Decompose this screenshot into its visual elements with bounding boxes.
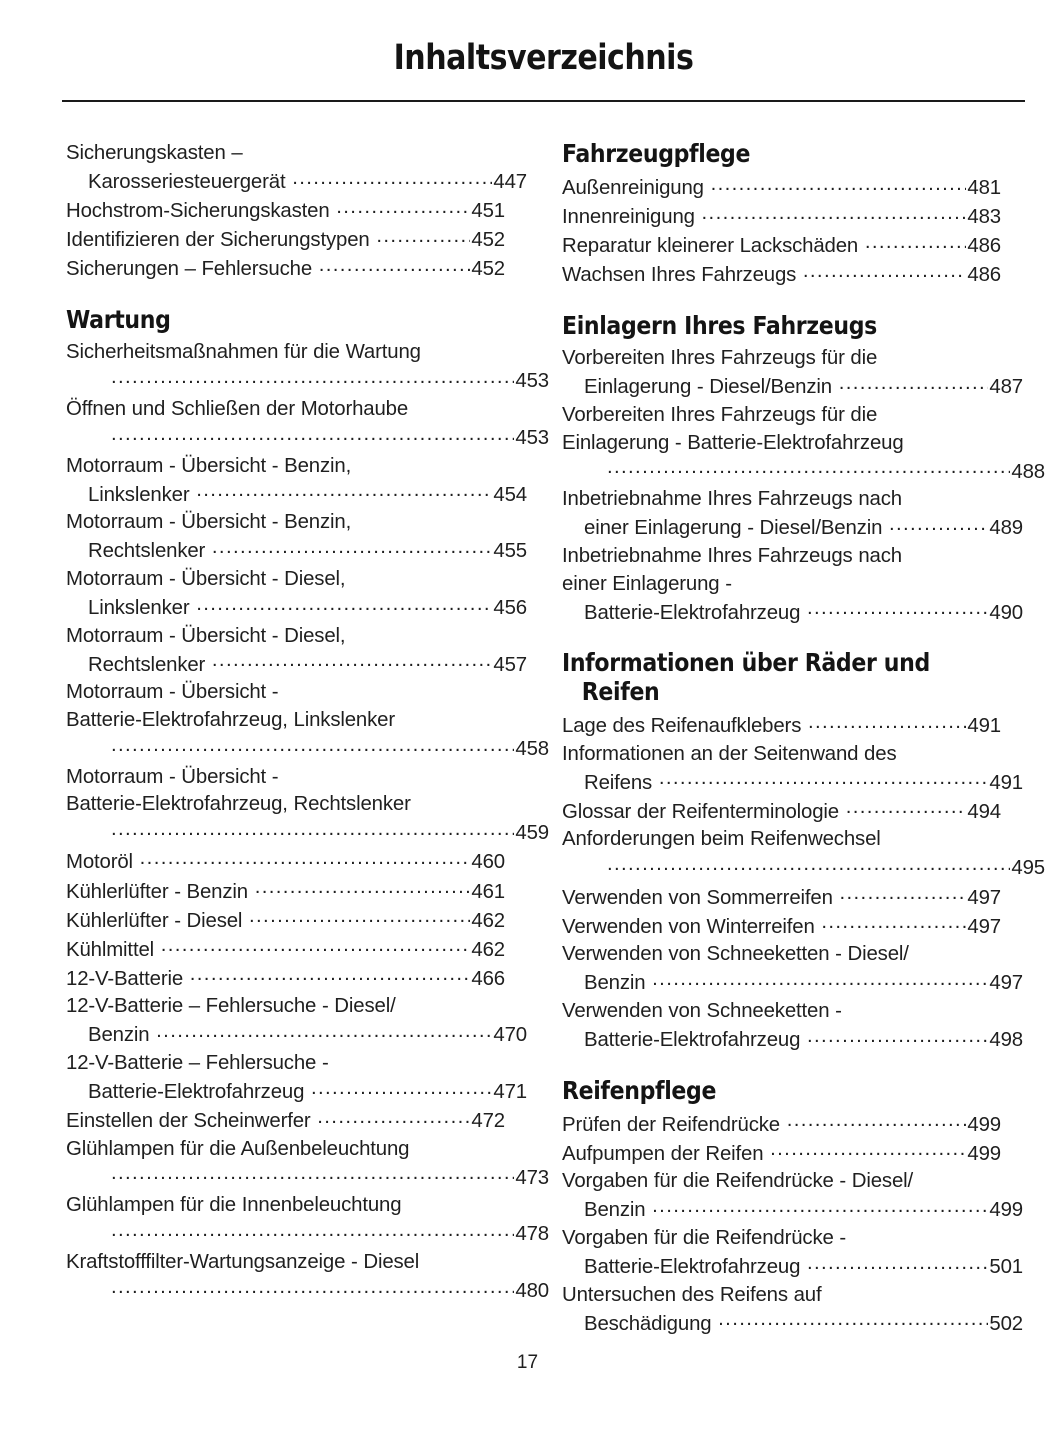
- dot-leader: [711, 174, 967, 194]
- toc-entry-label-line: Vorgaben für die Reifendrücke - Diesel/: [562, 1170, 914, 1193]
- toc-entry[interactable]: [562, 402, 1045, 486]
- dot-leader: [111, 819, 514, 839]
- dot-leader: [889, 514, 988, 534]
- toc-entry-page-number: 447: [493, 171, 527, 194]
- toc-entry[interactable]: [562, 826, 1045, 883]
- dot-leader: [659, 768, 989, 788]
- toc-entry[interactable]: [562, 486, 1023, 543]
- toc-entry-leader-row: [88, 1078, 527, 1107]
- toc-entry[interactable]: [562, 1110, 1023, 1139]
- toc-entry-page-number: 499: [989, 1199, 1023, 1222]
- section-heading: Informationen über Räder und Reifen: [562, 648, 930, 707]
- dot-leader: [846, 797, 967, 817]
- toc-entry[interactable]: [66, 1136, 549, 1193]
- toc-entry-label-line: Sicherheitsmaßnahmen für die Wartung: [66, 341, 421, 364]
- toc-entry-label-line: Batterie-Elektrofahrzeug, Rechtslenker: [66, 793, 411, 816]
- dot-leader: [255, 877, 471, 897]
- toc-entry-leader-row: [66, 197, 505, 226]
- dot-leader: [196, 480, 492, 500]
- toc-entry-label-line: Linkslenker: [88, 597, 196, 620]
- toc-entry-leader-row: [562, 797, 1001, 826]
- toc-entry-label-line: Vorgaben für die Reifendrücke -: [562, 1226, 847, 1249]
- toc-entry-leader-row: [584, 1253, 1023, 1282]
- toc-entry-page-number: 460: [471, 851, 505, 874]
- toc-entry[interactable]: [66, 679, 549, 763]
- toc-entry-label-line: einer Einlagerung -: [562, 572, 732, 595]
- toc-entry-page-number: 453: [515, 370, 549, 393]
- toc-entry-label-line: Wachsen Ihres Fahrzeugs: [562, 264, 802, 287]
- toc-entry-leader-row: [66, 1107, 505, 1136]
- toc-entry-label-line: 12-V-Batterie: [66, 967, 189, 990]
- toc-entry[interactable]: [66, 197, 527, 226]
- section-heading: Fahrzeugpflege: [562, 139, 751, 168]
- toc-entry-leader-row: [88, 480, 527, 509]
- toc-entry[interactable]: [66, 993, 527, 1050]
- section-heading: Wartung: [66, 304, 171, 334]
- dot-leader: [140, 848, 471, 868]
- toc-entry-label-line: Verwenden von Schneeketten -: [562, 999, 842, 1022]
- toc-entry-leader-row: [88, 735, 549, 764]
- toc-entry-leader-row: [584, 1196, 1023, 1225]
- toc-entry-label-line: Motorraum - Übersicht -: [66, 765, 279, 788]
- toc-entry-label-line: Motorraum - Übersicht - Benzin,: [66, 511, 352, 534]
- toc-entry-label-line: Einlagerung - Diesel/Benzin: [584, 376, 838, 399]
- toc-entry-page-number: 454: [493, 483, 527, 506]
- toc-entry-label-line: Außenreinigung: [562, 177, 710, 200]
- toc-entry[interactable]: [66, 964, 527, 993]
- toc-entry[interactable]: [66, 140, 527, 197]
- toc-entry-label-line: Batterie-Elektrofahrzeug, Linkslenker: [66, 709, 395, 732]
- dot-leader: [161, 935, 471, 955]
- toc-entry[interactable]: [66, 1050, 527, 1107]
- toc-entry-label-line: 12-V-Batterie – Fehlersuche -: [66, 1051, 329, 1074]
- toc-entry-label-line: Anforderungen beim Reifenwechsel: [562, 828, 881, 851]
- dot-leader: [840, 883, 967, 903]
- section-heading: Einlagern Ihres Fahrzeugs: [562, 310, 877, 340]
- toc-entry[interactable]: [66, 906, 527, 935]
- toc-entry-page-number: 483: [967, 206, 1001, 229]
- toc-entry[interactable]: [562, 741, 1023, 798]
- toc-entry-page-number: 495: [1011, 857, 1045, 880]
- toc-entry-label-line: Sicherungskasten –: [66, 142, 243, 164]
- toc-entry-label-line: Benzin: [584, 1199, 652, 1222]
- toc-entry-label-line: Linkslenker: [88, 483, 196, 506]
- toc-entry-label-line: Glühlampen für die Außenbeleuchtung: [66, 1137, 410, 1160]
- toc-entry[interactable]: [66, 566, 527, 623]
- toc-entry-page-number: 472: [471, 1109, 505, 1132]
- toc-entry[interactable]: [66, 255, 527, 284]
- toc-entry-leader-row: [562, 912, 1001, 941]
- toc-entry-label-line: Beschädigung: [584, 1312, 718, 1335]
- toc-entry-leader-row: [88, 1277, 549, 1306]
- toc-entry-label-line: Innenreinigung: [562, 206, 701, 229]
- toc-entry-label-line: Aufpumpen der Reifen: [562, 1142, 770, 1165]
- dot-leader: [336, 197, 470, 217]
- toc-entry-page-number: 497: [967, 915, 1001, 938]
- page-title: Inhaltsverzeichnis: [393, 38, 694, 78]
- toc-entry-leader-row: [88, 650, 527, 679]
- toc-entry[interactable]: [562, 261, 1023, 290]
- toc-entry[interactable]: [562, 1282, 1023, 1339]
- toc-entry-page-number: 456: [493, 597, 527, 620]
- dot-leader: [111, 367, 514, 387]
- toc-entry-leader-row: [66, 226, 505, 255]
- toc-entry[interactable]: [66, 623, 527, 680]
- toc-entry-page-number: 481: [967, 177, 1001, 200]
- toc-entry-leader-row: [584, 1309, 1023, 1338]
- dot-leader: [249, 906, 470, 926]
- toc-entry[interactable]: [66, 453, 527, 510]
- toc-entry-page-number: 486: [967, 235, 1001, 258]
- toc-entry-label-line: Lage des Reifenaufklebers: [562, 715, 807, 738]
- toc-entry-label-line: Motorraum - Übersicht - Benzin,: [66, 454, 352, 477]
- toc-entry-page-number: 494: [967, 800, 1001, 823]
- toc-entry[interactable]: [66, 226, 527, 255]
- toc-entry-label-line: Glossar der Reifenterminologie: [562, 800, 845, 823]
- dot-leader: [190, 964, 471, 984]
- toc-entry-page-number: 453: [515, 427, 549, 450]
- toc-entry[interactable]: [66, 877, 527, 906]
- toc-entry[interactable]: [562, 797, 1023, 826]
- toc-entry-label-line: Verwenden von Schneeketten - Diesel/: [562, 943, 909, 966]
- toc-entry-label-line: Sicherungen – Fehlersuche: [66, 258, 318, 281]
- dot-leader: [803, 261, 967, 281]
- toc-entry-page-number: 497: [989, 972, 1023, 995]
- toc-entry[interactable]: [562, 1139, 1023, 1168]
- toc-entry-label-line: Batterie-Elektrofahrzeug: [584, 601, 806, 624]
- header-divider: [62, 100, 1025, 102]
- toc-entry-label-line: Batterie-Elektrofahrzeug: [584, 1028, 806, 1051]
- dot-leader: [808, 712, 966, 732]
- toc-entry-leader-row: [88, 1021, 527, 1050]
- toc-entry-label-line: Glühlampen für die Innenbeleuchtung: [66, 1194, 402, 1217]
- toc-entry-page-number: 501: [989, 1255, 1023, 1278]
- toc-entry-label-line: einer Einlagerung - Diesel/Benzin: [584, 517, 888, 540]
- dot-leader: [607, 457, 1010, 477]
- toc-entry-label-line: Hochstrom-Sicherungskasten: [66, 200, 336, 223]
- toc-entry-page-number: 502: [989, 1312, 1023, 1335]
- dot-leader: [111, 1163, 514, 1183]
- toc-entry-leader-row: [66, 255, 505, 284]
- toc-entry[interactable]: [66, 509, 527, 566]
- toc-entry-leader-row: [584, 854, 1045, 883]
- toc-column-left: [66, 140, 549, 1338]
- dot-leader: [770, 1139, 966, 1159]
- toc-entry-leader-row: [584, 373, 1023, 402]
- toc-entry-leader-row: [562, 232, 1001, 261]
- toc-column-right: [562, 139, 1045, 1338]
- toc-entry[interactable]: [66, 1107, 527, 1136]
- toc-entry-page-number: 452: [471, 229, 505, 252]
- toc-entry-page-number: 491: [967, 715, 1001, 738]
- toc-entry[interactable]: [562, 1168, 1023, 1225]
- toc-entry-page-number: 497: [967, 886, 1001, 909]
- toc-entry-label-line: Öffnen und Schließen der Motorhaube: [66, 398, 409, 421]
- toc-entry[interactable]: [562, 712, 1023, 741]
- toc-entry-label-line: Informationen an der Seitenwand des: [562, 742, 897, 765]
- toc-entry-label-line: 12-V-Batterie – Fehlersuche - Diesel/: [66, 995, 396, 1018]
- dot-leader: [865, 232, 967, 252]
- toc-entry-page-number: 499: [967, 1142, 1001, 1165]
- toc-entry-leader-row: [88, 367, 549, 396]
- dot-leader: [111, 1277, 514, 1297]
- toc-entry-page-number: 471: [493, 1080, 527, 1103]
- dot-leader: [319, 255, 471, 275]
- page-number: 17: [516, 1352, 539, 1373]
- toc-entry[interactable]: [562, 174, 1023, 203]
- toc-entry-label-line: Inbetriebnahme Ihres Fahrzeugs nach: [562, 488, 902, 511]
- toc-entry-page-number: 466: [471, 967, 505, 990]
- toc-entry-label-line: Identifizieren der Sicherungstypen: [66, 229, 376, 252]
- toc-entry-label-line: Motoröl: [66, 851, 139, 874]
- dot-leader: [807, 1253, 988, 1273]
- toc-entry-label-line: Vorbereiten Ihres Fahrzeugs für die: [562, 347, 878, 370]
- toc-entry-leader-row: [88, 1163, 549, 1192]
- dot-leader: [111, 735, 514, 755]
- toc-columns: [66, 139, 1045, 1338]
- toc-entry-page-number: 462: [471, 909, 505, 932]
- toc-entry-page-number: 486: [967, 264, 1001, 287]
- toc-entry[interactable]: [66, 848, 527, 877]
- dot-leader: [111, 1220, 514, 1240]
- toc-entry-label-line: Motorraum - Übersicht -: [66, 681, 279, 704]
- toc-entry-page-number: 480: [515, 1279, 549, 1302]
- toc-entry[interactable]: [562, 543, 1023, 627]
- toc-entry-label-line: Kraftstofffilter-Wartungsanzeige - Diesel: [66, 1250, 420, 1273]
- toc-entry-leader-row: [584, 514, 1023, 543]
- toc-entry[interactable]: [66, 1192, 549, 1249]
- toc-entry-label-line: Batterie-Elektrofahrzeug: [584, 1255, 806, 1278]
- toc-entry-leader-row: [562, 712, 1001, 741]
- toc-entry-page-number: 478: [515, 1223, 549, 1246]
- toc-entry-page-number: 489: [989, 517, 1023, 540]
- toc-entry-leader-row: [88, 1220, 549, 1249]
- toc-entry-leader-row: [66, 935, 505, 964]
- toc-entry-leader-row: [88, 424, 549, 453]
- toc-entry-page-number: 455: [493, 540, 527, 563]
- toc-entry-leader-row: [584, 1026, 1023, 1055]
- toc-entry-label-line: Motorraum - Übersicht - Diesel,: [66, 568, 346, 591]
- toc-entry-leader-row: [88, 168, 527, 197]
- toc-entry-label-line: Einstellen der Scheinwerfer: [66, 1109, 317, 1132]
- toc-entry[interactable]: [562, 1225, 1023, 1282]
- toc-entry-label-line: Untersuchen des Reifens auf: [562, 1283, 822, 1306]
- toc-entry[interactable]: [66, 339, 549, 396]
- toc-entry-page-number: 490: [989, 601, 1023, 624]
- dot-leader: [376, 226, 470, 246]
- toc-entry-leader-row: [88, 537, 527, 566]
- dot-leader: [317, 1107, 470, 1127]
- toc-entry-label-line: Rechtslenker: [88, 653, 211, 676]
- dot-leader: [839, 373, 989, 393]
- toc-entry-leader-row: [562, 1110, 1001, 1139]
- toc-entry-leader-row: [584, 457, 1045, 486]
- dot-leader: [156, 1021, 492, 1041]
- toc-entry[interactable]: [66, 764, 549, 848]
- dot-leader: [111, 424, 514, 444]
- dot-leader: [212, 650, 493, 670]
- toc-entry-label-line: Motorraum - Übersicht - Diesel,: [66, 624, 346, 647]
- toc-entry-label-line: Reparatur kleinerer Lackschäden: [562, 235, 864, 258]
- toc-entry[interactable]: [562, 883, 1023, 912]
- toc-entry-label-line: Inbetriebnahme Ihres Fahrzeugs nach: [562, 545, 902, 568]
- dot-leader: [311, 1078, 492, 1098]
- dot-leader: [212, 537, 493, 557]
- toc-entry-label-line: Kühlerlüfter - Benzin: [66, 880, 254, 903]
- toc-entry-leader-row: [562, 883, 1001, 912]
- toc-entry-leader-row: [66, 906, 505, 935]
- toc-entry-leader-row: [88, 594, 527, 623]
- toc-entry-page-number: 498: [989, 1028, 1023, 1051]
- toc-entry-label-line: Vorbereiten Ihres Fahrzeugs für die: [562, 404, 878, 427]
- dot-leader: [787, 1110, 967, 1130]
- toc-entry-leader-row: [584, 969, 1023, 998]
- toc-entry-page-number: 451: [471, 200, 505, 223]
- toc-entry-leader-row: [88, 819, 549, 848]
- dot-leader: [807, 1026, 988, 1046]
- toc-entry-page-number: 473: [515, 1166, 549, 1189]
- toc-entry[interactable]: [66, 1249, 549, 1306]
- toc-entry[interactable]: [562, 941, 1023, 998]
- dot-leader: [292, 168, 492, 188]
- toc-entry[interactable]: [562, 203, 1023, 232]
- section-heading: Reifenpflege: [562, 1075, 717, 1105]
- toc-entry-page-number: 470: [493, 1024, 527, 1047]
- toc-entry-label-line: Kühlmittel: [66, 938, 160, 961]
- dot-leader: [196, 594, 492, 614]
- toc-entry[interactable]: [66, 396, 549, 453]
- toc-entry-leader-row: [584, 768, 1023, 797]
- toc-entry-page-number: 457: [493, 653, 527, 676]
- toc-entry-leader-row: [66, 964, 505, 993]
- toc-entry-label-line: Verwenden von Sommerreifen: [562, 886, 839, 909]
- toc-entry[interactable]: [562, 345, 1023, 402]
- toc-entry[interactable]: [562, 998, 1023, 1055]
- toc-entry-leader-row: [66, 877, 505, 906]
- toc-entry-page-number: 459: [515, 822, 549, 845]
- toc-entry[interactable]: [66, 935, 527, 964]
- toc-entry-label-line: Reifens: [584, 771, 658, 794]
- toc-entry-label-line: Benzin: [88, 1024, 156, 1047]
- dot-leader: [652, 969, 988, 989]
- toc-entry-leader-row: [584, 598, 1023, 627]
- toc-entry-page-number: 452: [471, 258, 505, 281]
- dot-leader: [807, 598, 988, 618]
- toc-entry-label-line: Einlagerung - Batterie-Elektrofahrzeug: [562, 431, 904, 454]
- toc-entry-label-line: Benzin: [584, 972, 652, 995]
- dot-leader: [607, 854, 1010, 874]
- toc-entry-leader-row: [562, 261, 1001, 290]
- toc-entry-label-line: Karosseriesteuergerät: [88, 171, 292, 194]
- toc-entry-leader-row: [66, 848, 505, 877]
- toc-entry-page-number: 491: [989, 771, 1023, 794]
- toc-entry-leader-row: [562, 1139, 1001, 1168]
- dot-leader: [652, 1196, 988, 1216]
- toc-entry-label-line: Kühlerlüfter - Diesel: [66, 909, 249, 932]
- dot-leader: [702, 203, 967, 223]
- toc-entry-page-number: 462: [471, 938, 505, 961]
- toc-entry-page-number: 461: [471, 880, 505, 903]
- toc-entry-label-line: Batterie-Elektrofahrzeug: [88, 1080, 310, 1103]
- dot-leader: [718, 1309, 988, 1329]
- toc-entry-label-line: Prüfen der Reifendrücke: [562, 1113, 786, 1136]
- toc-entry-page-number: 487: [989, 376, 1023, 399]
- toc-entry[interactable]: [562, 232, 1023, 261]
- toc-entry-label-line: Rechtslenker: [88, 540, 211, 563]
- toc-entry-page-number: 488: [1011, 460, 1045, 483]
- dot-leader: [821, 912, 966, 932]
- toc-entry-leader-row: [562, 203, 1001, 232]
- toc-entry-label-line: Verwenden von Winterreifen: [562, 915, 821, 938]
- toc-entry-page-number: 499: [967, 1113, 1001, 1136]
- toc-entry-page-number: 458: [515, 738, 549, 761]
- toc-entry[interactable]: [562, 912, 1023, 941]
- toc-entry-leader-row: [562, 174, 1001, 203]
